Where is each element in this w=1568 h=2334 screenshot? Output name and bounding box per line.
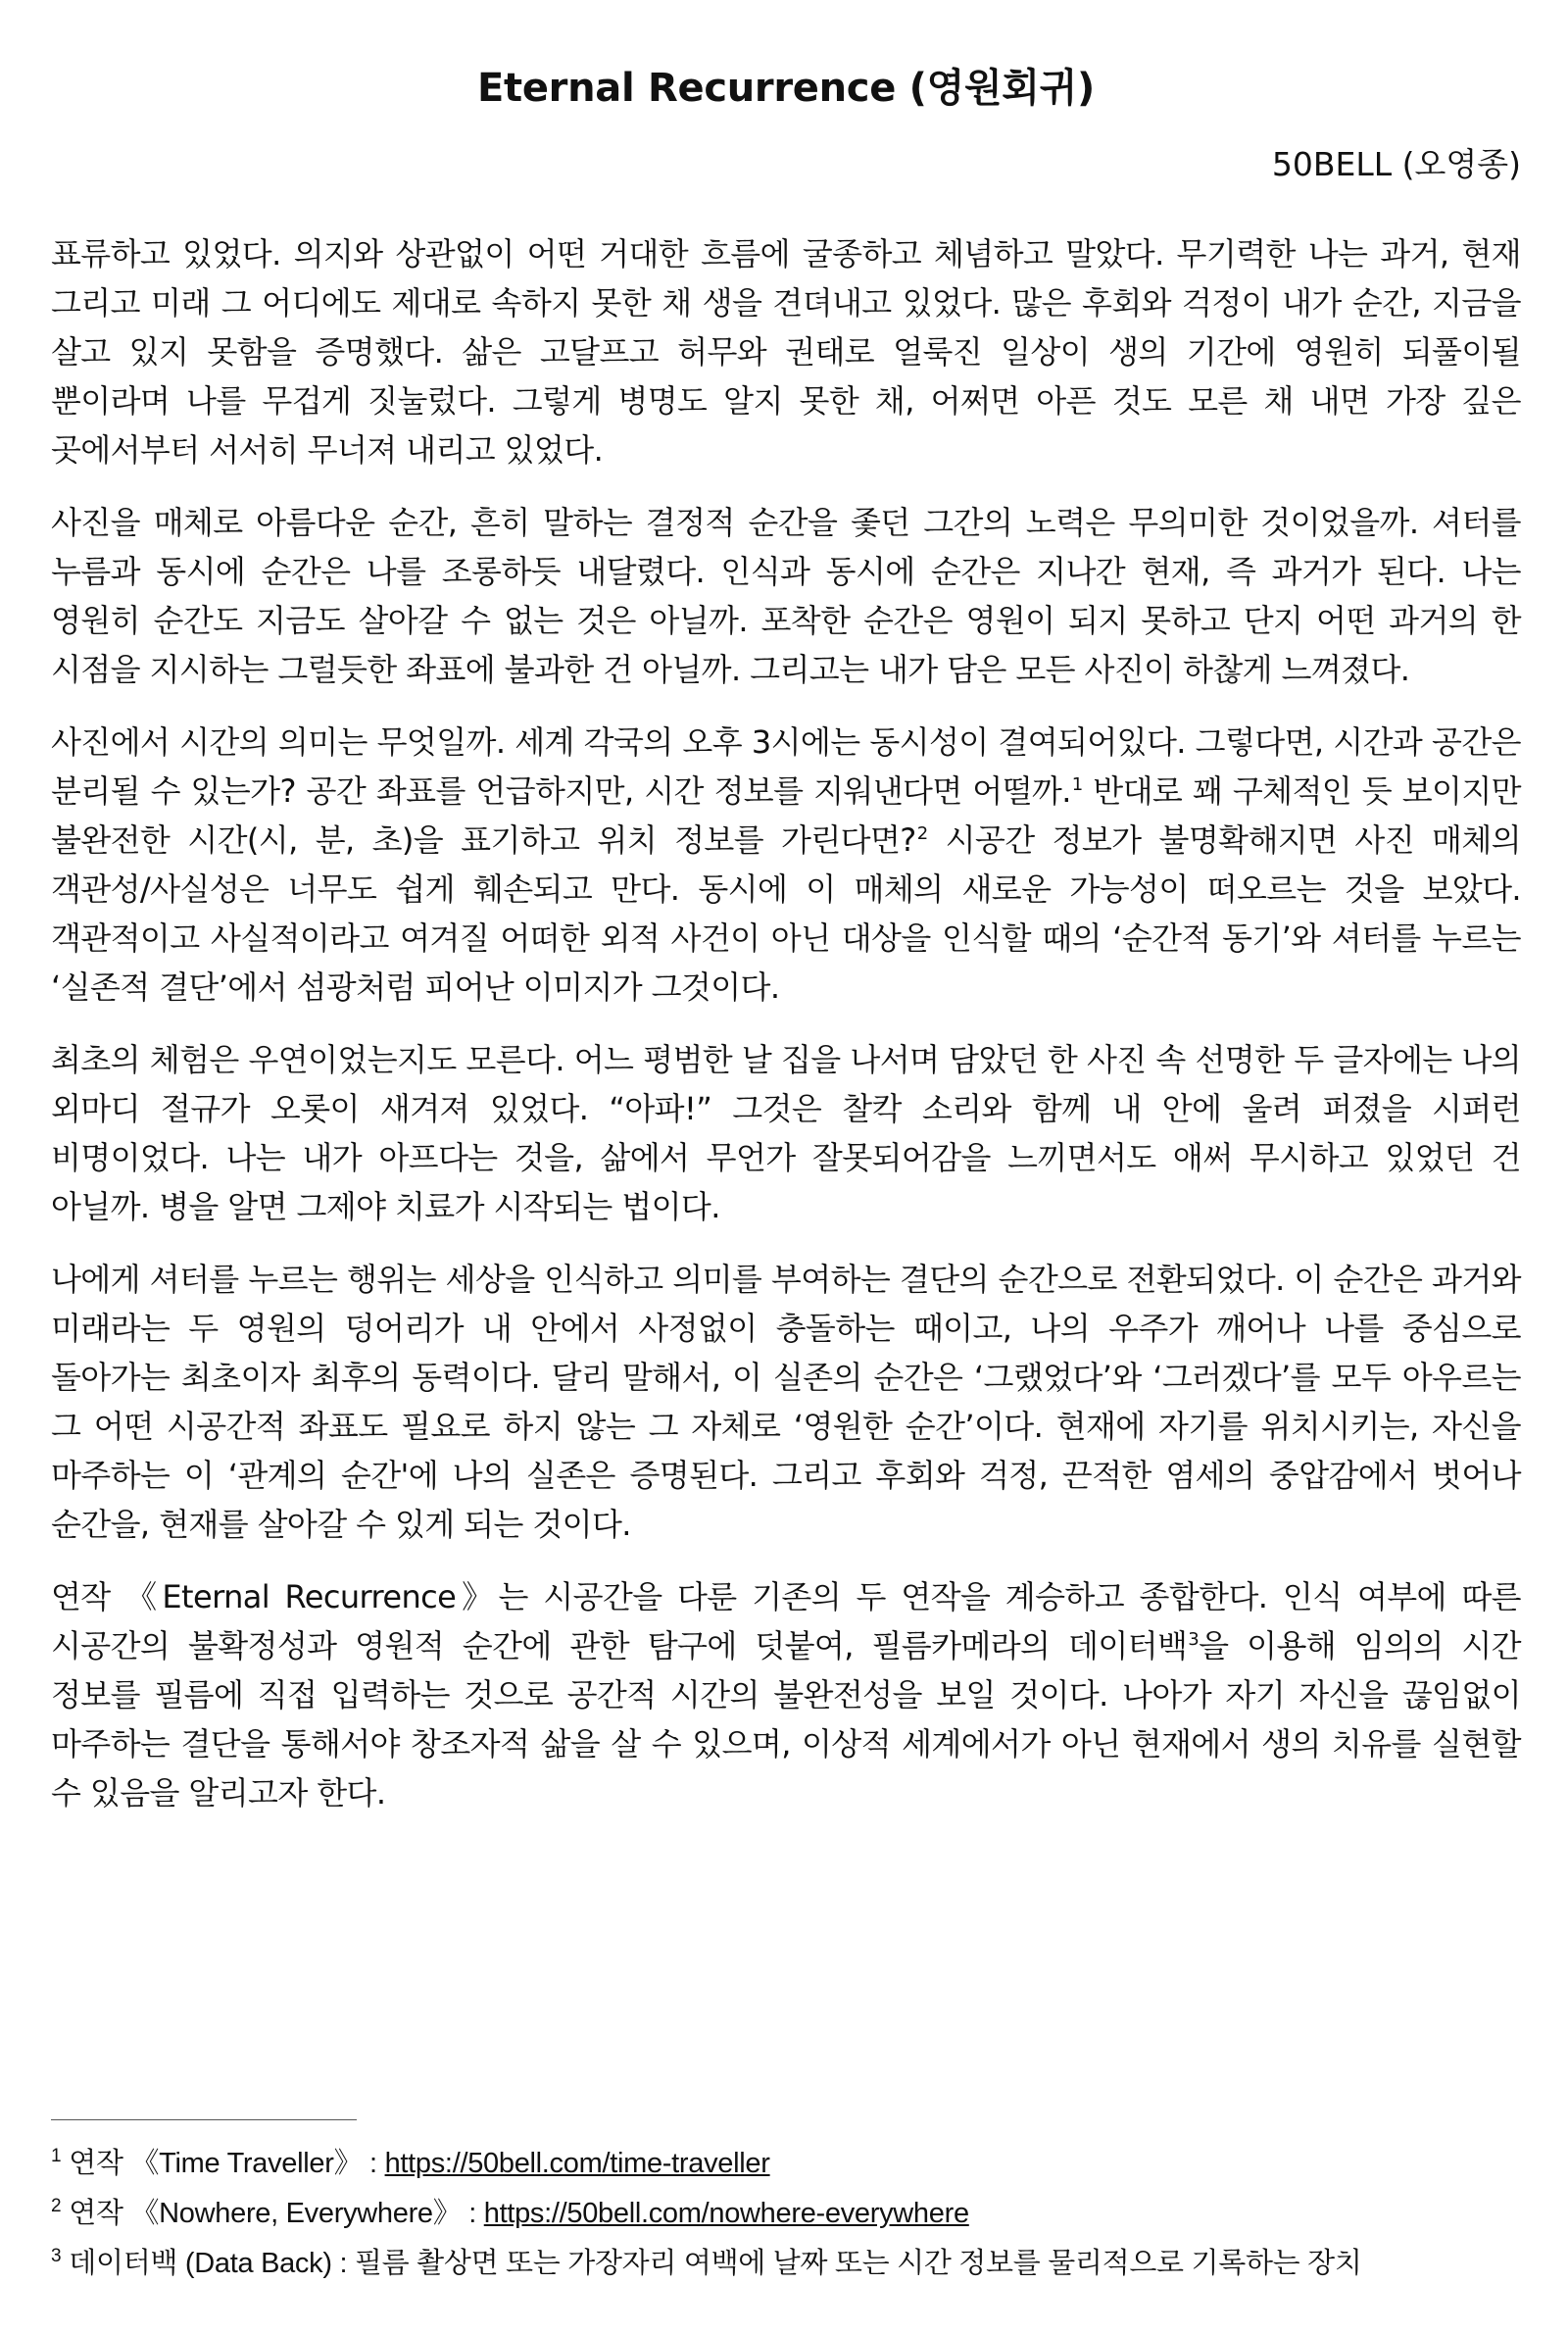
footnote-divider [51,2119,357,2120]
footnote-1 [51,2142,1521,2185]
paragraph-3-text-b: 반대로 꽤 구체적인 듯 보이지만 불완전한 시간(시, 분, 초)을 표기하고 위치 정보를 가린다면? [51,772,1521,859]
footnote-3 [51,2242,1521,2285]
footnote-label: 연작 《Nowhere, Everywhere》 : [69,2198,484,2229]
paragraph-1: 표류하고 있었다. 의지와 상관없이 어떤 거대한 흐름에 굴종하고 체념하고 말았다. 무기력한 나는 과거, 현재 그리고 미래 그 어디에도 제대로 속하지 못한 채 생을 견뎌내고 있었다. 많은 후회와 걱정이 내가 순간, 지금을 살고 있지 못함을 증명했다. 삶은 고달프고 허무와 권태로 얼룩진 일상이 생의 기간에 영원히 되풀이될 뿐이라며 나를 무겁게 짓눌렀다. 그렇게 병명도 알지 못한 채, 어쩌면 아픈 것도 모른 채 내면 가장 깊은 곳에서부터 서서히 무너져 내리고 있었다. [51,235,1521,469]
footnote-number: 2 [51,2196,62,2217]
footnote-ref-1[interactable]: 1 [1071,774,1083,796]
paragraph-3 [51,718,1521,1012]
footnote-link-time-traveller[interactable]: https://50bell.com/time-traveller [384,2148,770,2179]
footnote-link-nowhere-everywhere[interactable]: https://50bell.com/nowhere-everywhere [483,2198,969,2229]
footnote-label: 데이터백 (Data Back) : 필름 촬상면 또는 가장자리 여백에 날짜 또는 시간 정보를 물리적으로 기록하는 장치 [69,2248,1362,2279]
footnote-label: 연작 《Time Traveller》 : [69,2148,385,2179]
paragraph-3-text-c: 시공간 정보가 불명확해지면 사진 매체의 객관성/사실성은 너무도 쉽게 훼손되고 만다. 동시에 이 매체의 새로운 가능성이 떠오르는 것을 보았다. 객관적이고 사실적이라고 여겨질 어떠한 외적 사건이 아닌 대상을 인식할 때의 ‘순간적 동기’와 셔터를 누르는 ‘실존적 결단’에서 섬광처럼 피어난 이미지가 그것이다. [51,821,1521,1006]
footnotes-section [51,2119,1521,2292]
footnote-number: 3 [51,2246,62,2267]
footnote-2 [51,2192,1521,2235]
essay-body [51,229,1521,1817]
paragraph-3-text-a: 사진에서 시간의 의미는 무엇일까. 세계 각국의 오후 3시에는 동시성이 결여되어있다. 그렇다면, 시간과 공간은 분리될 수 있는가? 공간 좌표를 언급하지만, 시간 정보를 지워낸다면 어떨까. [51,723,1521,810]
paragraph-6-text-b: 을 이용해 임의의 시간 정보를 필름에 직접 입력하는 것으로 공간적 시간의 불완전성을 보일 것이다. 나아가 자기 자신을 끊임없이 마주하는 결단을 통해서야 창조자적 삶을 살 수 있으며, 이상적 세계에서가 아닌 현재에서 생의 치유를 실현할 수 있음을 알리고자 한다. [51,1627,1521,1812]
document-title: Eternal Recurrence (영원회귀) [477,66,1095,111]
paragraph-4: 최초의 체험은 우연이었는지도 모른다. 어느 평범한 날 집을 나서며 담았던 한 사진 속 선명한 두 글자에는 나의 외마디 절규가 오롯이 새겨져 있었다. “아파!” 그것은 찰칵 소리와 함께 내 안에 울려 퍼졌을 시퍼런 비명이었다. 나는 내가 아프다는 것을, 삶에서 무언가 잘못되어감을 느끼면서도 애써 무시하고 있었던 건 아닐까. 병을 알면 그제야 치료가 시작되는 법이다. [51,1041,1521,1225]
paragraph-6-text-a: 연작 《Eternal Recurrence》는 시공간을 다룬 기존의 두 연작을 계승하고 종합한다. 인식 여부에 따른 시공간의 불확정성과 영원적 순간에 관한 탐구에 덧붙여, 필름카메라의 데이터백 [51,1578,1521,1664]
paragraph-2: 사진을 매체로 아름다운 순간, 흔히 말하는 결정적 순간을 좇던 그간의 노력은 무의미한 것이었을까. 셔터를 누름과 동시에 순간은 나를 조롱하듯 내달렸다. 인식과 동시에 순간은 지나간 현재, 즉 과거가 된다. 나는 영원히 순간도 지금도 살아갈 수 없는 것은 아닐까. 포착한 순간은 영원이 되지 못하고 단지 어떤 과거의 한 시점을 지시하는 그럴듯한 좌표에 불과한 건 아닐까. 그리고는 내가 담은 모든 사진이 하찮게 느껴졌다. [51,504,1521,688]
author-byline: 50BELL (오영종) [1271,145,1521,183]
footnote-number: 1 [51,2146,62,2167]
footnote-ref-2[interactable]: 2 [916,823,928,845]
paragraph-5: 나에게 셔터를 누르는 행위는 세상을 인식하고 의미를 부여하는 결단의 순간으로 전환되었다. 이 순간은 과거와 미래라는 두 영원의 덩어리가 내 안에서 사정없이 충돌하는 때이고, 나의 우주가 깨어나 나를 중심으로 돌아가는 최초이자 최후의 동력이다. 달리 말해서, 이 실존의 순간은 ‘그랬었다’와 ‘그러겠다’를 모두 아우르는 그 어떤 시공간적 좌표도 필요로 하지 않는 그 자체로 ‘영원한 순간’이다. 현재에 자기를 위치시키는, 자신을 마주하는 이 ‘관계의 순간'에 나의 실존은 증명된다. 그리고 후회와 걱정, 끈적한 염세의 중압감에서 벗어나 순간을, 현재를 살아갈 수 있게 되는 것이다. [51,1261,1521,1543]
paragraph-6 [51,1572,1521,1817]
footnote-ref-3[interactable]: 3 [1188,1629,1200,1651]
